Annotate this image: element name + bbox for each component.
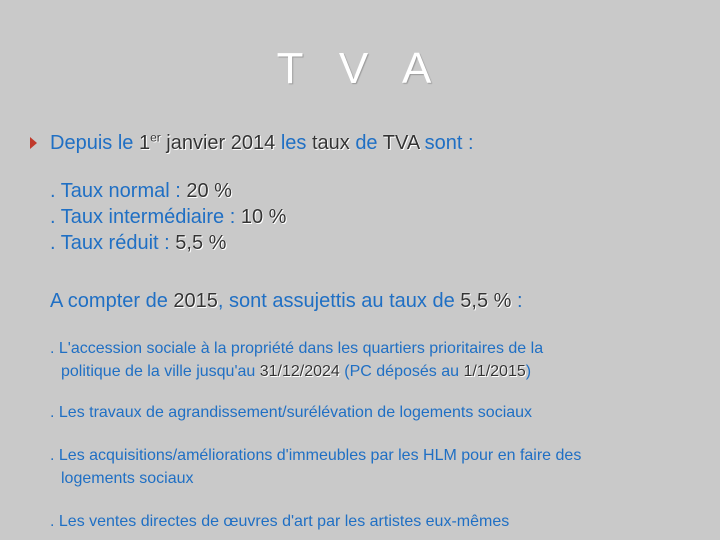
item1-date1: 31/12/2024 [259, 363, 340, 380]
item1-part-b: (PC déposés au [339, 363, 464, 380]
list-item-ventes: . Les ventes directes de œuvres d'art par les artistes eux-mêmes [50, 513, 510, 530]
intro-part3: taux [306, 132, 356, 154]
item1-part-a: politique de la ville jusqu'au [61, 363, 260, 380]
intro-sup: er [150, 130, 161, 145]
rate-value: 20 % [186, 180, 232, 202]
intro-les: les [280, 132, 307, 154]
rate-label: . Taux intermédiaire : [50, 206, 241, 228]
compter-line [50, 290, 523, 313]
intro-line [50, 132, 474, 155]
list-item-acquisitions [50, 444, 710, 490]
rate-normal [50, 178, 286, 204]
bullet-arrow-icon [30, 137, 37, 149]
item1-date2: 1/1/2015 [463, 363, 526, 380]
compter-part1: A compter de [50, 290, 174, 312]
rate-reduced [50, 230, 286, 256]
compter-part2: , sont assujettis au taux de [217, 290, 461, 312]
list-item-accession [50, 337, 710, 383]
item1-line1: . L'accession sociale à la propriété dans les quartiers prioritaires de la [50, 340, 544, 357]
rates-list [50, 178, 286, 256]
rate-value: 10 % [240, 206, 287, 228]
rate-intermediate [50, 204, 286, 230]
item3-line2: logements sociaux [61, 470, 194, 487]
rate-label: . Taux réduit : [50, 232, 176, 254]
item3-line1: . Les acquisitions/améliorations d'immeubles par les HLM pour en faire des [50, 447, 582, 464]
item1-line2 [50, 360, 710, 383]
slide-title: T V A [276, 44, 444, 93]
intro-one: 1 [138, 132, 151, 154]
item1-part-c: ) [525, 363, 532, 380]
intro-part2: janvier 2014 [160, 132, 281, 154]
intro-part1: Depuis le [50, 132, 139, 154]
intro-de: de [355, 132, 378, 154]
intro-part4: TVA [377, 132, 425, 154]
compter-rate: 5,5 % [460, 290, 512, 312]
compter-year: 2015 [173, 290, 218, 312]
compter-part3: : [511, 290, 523, 312]
list-item-travaux: . Les travaux de agrandissement/surélévation de logements sociaux [50, 404, 533, 421]
rate-value: 5,5 % [175, 232, 227, 254]
rate-label: . Taux normal : [50, 180, 187, 202]
intro-sont: sont : [424, 132, 474, 154]
